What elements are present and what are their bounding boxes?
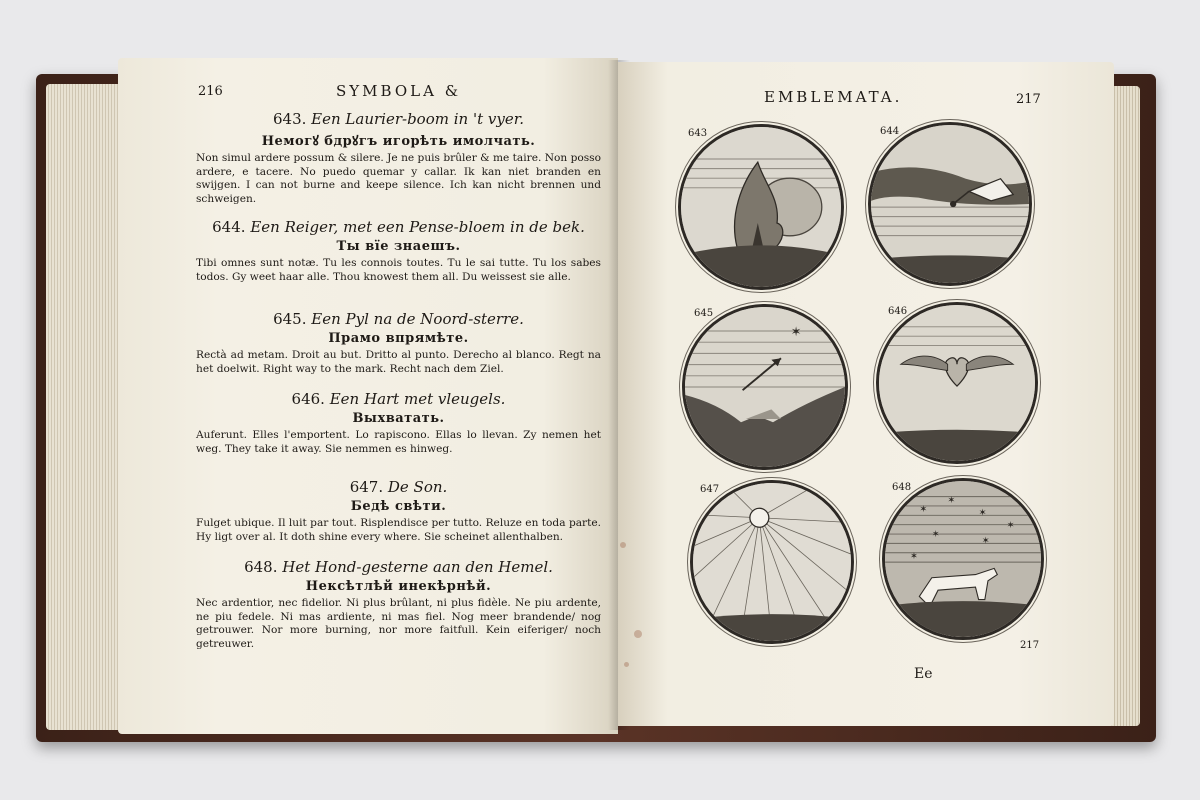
entry-644: [196, 218, 601, 284]
entry-slavonic: Бедѣ свѣти.: [350, 499, 447, 514]
plate-number-645: 645: [694, 308, 714, 319]
entry-648: [196, 558, 601, 651]
entry-646: [196, 390, 601, 456]
left-page: [118, 58, 618, 734]
emblem-dog-star: [882, 478, 1044, 640]
svg-text:✶: ✶: [978, 507, 987, 519]
plate-number-643: 643: [688, 128, 708, 139]
entry-slavonic: Выхватать.: [352, 411, 445, 426]
plate-number-647: 647: [700, 484, 720, 495]
plate-number-644: 644: [880, 126, 900, 137]
emblem-laurel-tree-in-fire: [678, 124, 844, 290]
right-page-number: 217: [1016, 92, 1041, 107]
entry-643: [196, 110, 601, 206]
svg-text:✶: ✶: [909, 551, 918, 562]
entry-647: [196, 478, 601, 544]
entry-text: Non simul ardere possum & silere. Je ne puis brûler & me taire. Non posso ardere, e tacere. No puedo quemar y callar. Ik kan niet branden en swijgen. I can not burne and keepe silence. Ich kan nicht brennen und schweigen.: [196, 152, 601, 205]
entry-slavonic: Ты вїе знаешъ.: [336, 239, 461, 254]
svg-text:✶: ✶: [790, 324, 802, 340]
entry-text: Rectà ad metam. Droit au but. Dritto al punto. Derecho al blanco. Regt na het doelwit. Right way to the mark. Recht nach dem Ziel.: [196, 349, 601, 375]
plate-page-mark: 217: [1020, 640, 1040, 651]
entry-title: 643. Een Laurier-boom in 't vyer.: [272, 110, 524, 128]
right-running-head: EMBLEMATA.: [764, 88, 903, 106]
emblem-heart-with-wings: [876, 302, 1038, 464]
entry-slavonic: Нексѣтлѣй инекѣрнѣй.: [305, 579, 492, 594]
svg-text:✶: ✶: [1006, 519, 1015, 531]
svg-text:✶: ✶: [947, 494, 956, 506]
emblem-arrow-to-north-star: [682, 304, 848, 470]
entry-text: Nec ardentior, nec fidelior. Ni plus brûlant, ni plus fidèle. Ne piu ardente, ne piu fedele. Ni mas ardiente, ni mas fiel. Nog meer brandende/ nog getrouwer. Nor more burning, nor more faitfull. Kein eiferiger/ noch getreuwer.: [196, 597, 601, 650]
entry-slavonic: Прамо впрямѣте.: [328, 331, 469, 346]
entry-text: Tibi omnes sunt notæ. Tu les connois toutes. Tu le sai tutte. Tu los sabes todos. Gy weet haar alle. Thou knowest them all. Du weissest sie alle.: [196, 257, 601, 283]
entry-title: 645. Een Pyl na de Noord-sterre.: [273, 310, 524, 328]
entry-text: Auferunt. Elles l'emportent. Lo rapiscono. Ellas lo llevan. Zy nemen het weg. They take it away. Sie nemmen es hinweg.: [196, 429, 601, 455]
entry-title: 644. Een Reiger, met een Pense-bloem in de bek.: [212, 218, 585, 236]
foxing-stain: [634, 630, 642, 638]
emblem-heron-with-pansy: [868, 122, 1032, 286]
svg-text:✶: ✶: [931, 529, 940, 541]
entry-title: 647. De Son.: [349, 478, 448, 496]
foxing-stain: [624, 662, 629, 667]
entry-title: 646. Een Hart met vleugels.: [291, 390, 506, 408]
entry-645: [196, 310, 601, 376]
plate-number-648: 648: [892, 482, 912, 493]
left-page-number: 216: [198, 84, 223, 99]
entry-title: 648. Het Hond-gesterne aan den Hemel.: [244, 558, 553, 576]
emblem-the-sun: [690, 480, 854, 644]
signature-mark: Ee: [914, 666, 933, 682]
right-page: [618, 62, 1114, 726]
left-running-head: SYMBOLA &: [336, 82, 462, 100]
foxing-stain: [620, 542, 626, 548]
entry-text: Fulget ubique. Il luit par tout. Risplendisce per tutto. Reluze en toda parte. Hy ligt over al. It doth shine every where. Sie scheinet allenthalben.: [196, 517, 601, 543]
plate-number-646: 646: [888, 306, 908, 317]
svg-text:✶: ✶: [981, 535, 990, 547]
entry-slavonic: Немогꙋ бдрꙋгъ игорѣть имолчать.: [261, 134, 536, 149]
svg-text:✶: ✶: [919, 504, 928, 516]
